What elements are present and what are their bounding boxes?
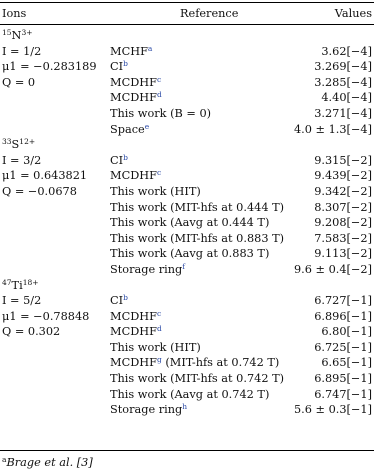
footnote-marker[interactable]: e [144, 121, 150, 131]
value-cell: 3.271[−4] [314, 106, 372, 120]
footnote-text: Brage et al. [3] [6, 456, 93, 469]
reference-cell [110, 402, 187, 418]
reference-cell [110, 168, 161, 184]
reference-tail: (MIT-hfs at 0.742 T) [161, 356, 280, 370]
ion-group [0, 28, 374, 137]
ion-row [0, 28, 374, 44]
ion-label [2, 278, 39, 294]
reference-cell [110, 262, 185, 278]
ion-charge: 12+ [19, 137, 36, 147]
table-row [0, 200, 374, 216]
ion-group [0, 278, 374, 418]
footnote-marker[interactable]: b [123, 293, 128, 303]
reference-text: MCDHF [110, 169, 157, 183]
table-row [0, 59, 374, 75]
table-row [0, 324, 374, 340]
value-cell: 6.80[−1] [321, 325, 372, 339]
footnote-marker[interactable]: b [123, 59, 128, 69]
value-cell: 4.40[−4] [321, 91, 372, 105]
ion-mass-number: 33 [2, 137, 12, 147]
value-cell: 9.315[−2] [314, 153, 372, 167]
table-top-rule [0, 2, 374, 3]
reference-cell [110, 293, 128, 309]
reference-text: Space [110, 122, 145, 136]
table-row [0, 355, 374, 371]
value-cell: 9.439[−2] [314, 169, 372, 183]
reference-cell [110, 246, 269, 262]
value-cell: 6.725[−1] [314, 340, 372, 354]
table-header [0, 6, 374, 22]
value-cell: 9.113[−2] [314, 247, 372, 261]
table-row [0, 340, 374, 356]
value-cell: 6.896[−1] [314, 309, 372, 323]
table-row [0, 44, 374, 60]
footnote-marker[interactable]: h [182, 402, 188, 412]
ion-mass-number: 47 [2, 277, 12, 287]
reference-cell [110, 90, 162, 106]
table-row [0, 215, 374, 231]
reference-text: This work (MIT-hfs at 0.444 T) [110, 200, 285, 214]
value-cell: 5.6 ± 0.3[−1] [293, 403, 372, 417]
reference-text: MCDHF [110, 75, 157, 89]
footnote-marker[interactable]: a [147, 43, 153, 53]
reference-text: MCHF [110, 44, 148, 58]
value-cell: 6.895[−1] [314, 372, 372, 386]
table-row [0, 184, 374, 200]
table-row [0, 106, 374, 122]
reference-text: This work (HIT) [110, 184, 201, 198]
ion-symbol: Ti [11, 278, 23, 292]
reference-text: CI [110, 294, 124, 308]
ion-parameter: μ1 = −0.283189 [2, 60, 97, 74]
header-rule [0, 24, 374, 25]
ion-charge: 18+ [22, 277, 39, 287]
table-row [0, 90, 374, 106]
ion-parameter: Q = −0.0678 [2, 184, 77, 198]
table-row [0, 122, 374, 138]
reference-text: This work (B = 0) [110, 106, 212, 120]
footnote-marker[interactable]: d [156, 90, 162, 100]
reference-cell [110, 215, 269, 231]
reference-cell [110, 200, 284, 216]
header-ions: Ions [2, 7, 27, 20]
value-cell: 8.307[−2] [314, 200, 372, 214]
table-row [0, 387, 374, 403]
reference-text: This work (Aavg at 0.444 T) [110, 216, 270, 230]
reference-text: This work (MIT-hfs at 0.742 T) [110, 372, 285, 386]
value-cell: 9.342[−2] [314, 184, 372, 198]
footnote-marker[interactable]: b [123, 152, 128, 162]
reference-cell [110, 153, 128, 169]
value-cell: 4.0 ± 1.3[−4] [293, 122, 372, 136]
table-bottom-rule [0, 450, 374, 451]
ion-parameter: μ1 = 0.643821 [2, 169, 88, 183]
reference-cell [110, 106, 211, 122]
table-row [0, 153, 374, 169]
reference-text: MCDHF [110, 91, 157, 105]
footnote-marker[interactable]: c [156, 168, 162, 178]
ion-label [2, 137, 35, 153]
reference-text: MCDHF [110, 356, 157, 370]
reference-cell [110, 324, 162, 340]
reference-cell [110, 75, 161, 91]
value-cell: 3.62[−4] [321, 44, 372, 58]
value-cell: 6.747[−1] [314, 387, 372, 401]
ion-parameter: μ1 = −0.78848 [2, 309, 90, 323]
header-reference: Reference [180, 7, 239, 20]
reference-cell [110, 59, 128, 75]
ion-parameter: Q = 0 [2, 75, 36, 89]
footnote-marker[interactable]: c [156, 308, 162, 318]
footnote-marker[interactable]: f [182, 261, 186, 271]
ion-row [0, 137, 374, 153]
footnote-mark: a [2, 455, 7, 464]
table-row [0, 371, 374, 387]
table-row [0, 402, 374, 418]
reference-text: CI [110, 60, 124, 74]
reference-text: This work (Aavg at 0.742 T) [110, 387, 270, 401]
reference-text: CI [110, 153, 124, 167]
value-cell: 7.583[−2] [314, 231, 372, 245]
reference-cell [110, 309, 161, 325]
value-cell: 6.727[−1] [314, 294, 372, 308]
value-cell: 3.269[−4] [314, 60, 372, 74]
table-row [0, 309, 374, 325]
ion-row [0, 278, 374, 294]
reference-cell [110, 387, 269, 403]
value-cell: 3.285[−4] [314, 75, 372, 89]
table-row [0, 293, 374, 309]
table-row [0, 246, 374, 262]
footnote-marker[interactable]: g [156, 355, 162, 365]
ion-parameter: Q = 0.302 [2, 325, 61, 339]
reference-text: Storage ring [110, 403, 183, 417]
table-body [0, 28, 374, 418]
reference-cell [110, 340, 201, 356]
table-row [0, 262, 374, 278]
ion-group [0, 137, 374, 277]
reference-cell [110, 371, 284, 387]
ion-symbol: S [11, 138, 20, 152]
table-row [0, 168, 374, 184]
reference-cell [110, 355, 279, 371]
reference-cell [110, 122, 149, 138]
ion-symbol: N [11, 29, 22, 42]
footnote [2, 455, 93, 471]
ion-parameter: I = 1/2 [2, 44, 42, 58]
reference-text: MCDHF [110, 309, 157, 323]
ion-parameter: I = 3/2 [2, 153, 42, 167]
ion-parameter: I = 5/2 [2, 294, 42, 308]
reference-cell [110, 44, 152, 60]
reference-cell [110, 231, 284, 247]
table-row [0, 75, 374, 91]
reference-text: Storage ring [110, 262, 183, 276]
value-cell: 9.6 ± 0.4[−2] [293, 262, 372, 276]
reference-text: MCDHF [110, 325, 157, 339]
reference-text: This work (MIT-hfs at 0.883 T) [110, 231, 285, 245]
header-values: Values [334, 7, 372, 20]
ion-mass-number: 15 [2, 28, 12, 37]
footnote-marker[interactable]: c [156, 74, 162, 84]
ion-charge: 3+ [21, 28, 33, 37]
reference-text: This work (HIT) [110, 340, 201, 354]
footnote-marker[interactable]: d [156, 324, 162, 334]
reference-cell [110, 184, 201, 200]
value-cell: 6.65[−1] [321, 356, 372, 370]
ion-label [2, 28, 33, 44]
reference-text: This work (Aavg at 0.883 T) [110, 247, 270, 261]
table-row [0, 231, 374, 247]
value-cell: 9.208[−2] [314, 216, 372, 230]
